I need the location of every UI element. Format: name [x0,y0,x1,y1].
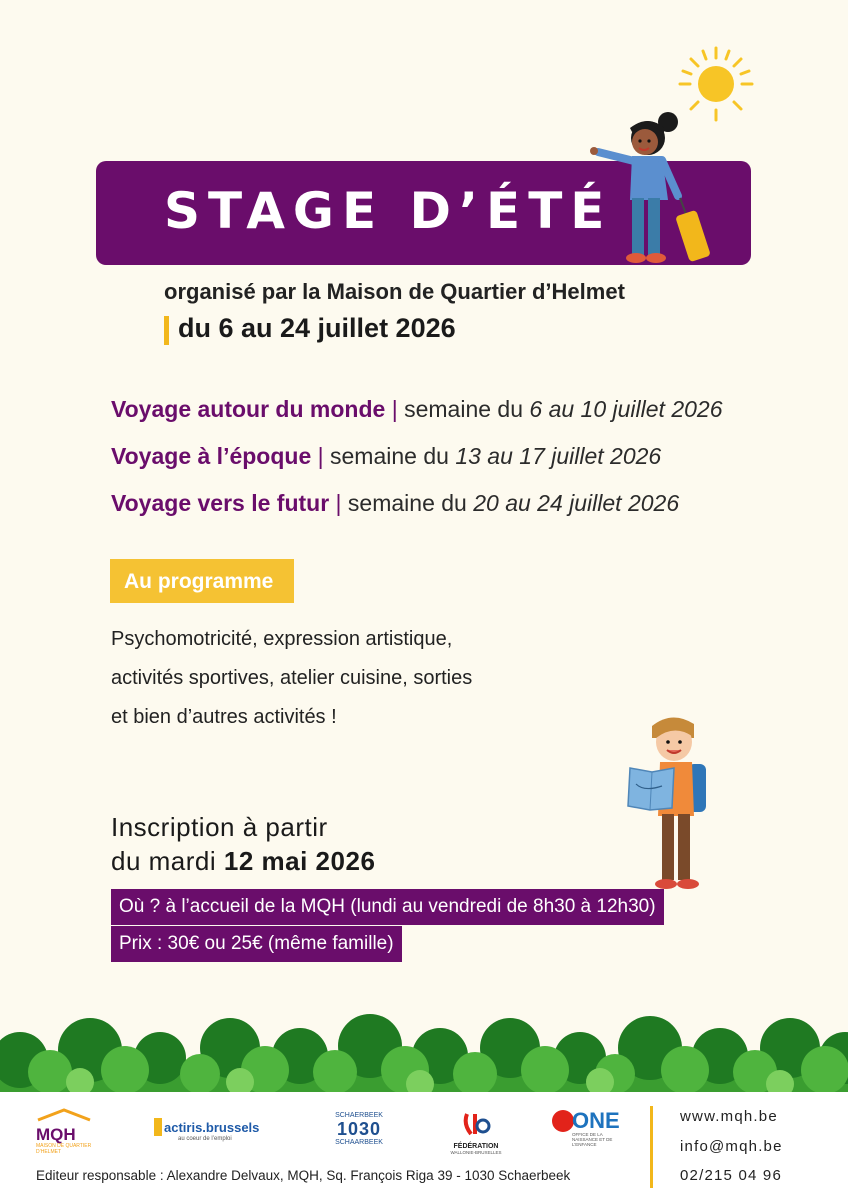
schaerbeek-logo-top: SCHAERBEEK [335,1112,383,1119]
week-prefix: semaine du [347,490,467,516]
page-title: STAGE D’ÉTÉ [164,182,613,240]
footer-separator [650,1106,653,1188]
week-separator: | [335,490,342,516]
girl-illustration [582,110,722,270]
contact-email[interactable]: info@mqh.be [680,1138,783,1155]
week-theme: Voyage autour du monde [111,396,386,422]
inscription-line: Inscription à partir [111,812,328,842]
contact-website[interactable]: www.mqh.be [680,1108,778,1125]
programme-heading: Au programme [110,559,294,603]
stage-dates: du 6 au 24 juillet 2026 [178,313,456,343]
actiris-mark-icon [154,1118,162,1136]
week-theme: Voyage à l’époque [111,443,312,469]
week-range: 13 au 17 juillet 2026 [455,443,662,469]
one-logo [552,1110,622,1147]
one-circle-icon [552,1110,574,1132]
mqh-logo-name: MQH [36,1125,76,1144]
inscription-date-value: 12 mai 2026 [223,846,376,876]
programme-line: activités sportives, atelier cuisine, sorties [111,667,473,689]
week-range: 20 au 24 juillet 2026 [473,490,680,516]
actiris-logo-name: actiris.brussels [164,1119,260,1135]
schaerbeek-logo [330,1112,388,1146]
federation-logo [446,1110,506,1155]
actiris-logo [154,1118,266,1150]
actiris-logo-sub: au coeur de l’emploi [178,1136,232,1142]
week-item [111,443,661,470]
mqh-roof-icon [36,1108,92,1122]
contact-phone[interactable]: 02/215 04 96 [680,1167,782,1184]
week-prefix: semaine du [330,443,449,469]
price-bar: Prix : 30€ ou 25€ (même famille) [111,926,402,962]
federation-logo-sub: WALLONIE-BRUXELLES [450,1150,502,1155]
federation-mark-icon [461,1110,491,1138]
bushes-illustration [0,1010,848,1092]
federation-logo-name: FÉDÉRATION [453,1143,499,1150]
mqh-logo [36,1108,96,1156]
schaerbeek-logo-bottom: SCHAARBEEK [335,1139,383,1146]
editor-line: Editeur responsable : Alexandre Delvaux, MQH, Sq. François Riga 39 - 1030 Schaerbeek [36,1168,571,1183]
programme-line: Psychomotricité, expression artistique, [111,628,453,650]
one-logo-sub: OFFICE DE LA NAISSANCE ET DE L’ENFANCE [572,1132,613,1147]
inscription-date [111,846,375,877]
one-logo-name: ONE [572,1108,620,1133]
week-item [111,396,723,423]
week-separator: | [391,396,398,422]
week-theme: Voyage vers le futur [111,490,330,516]
inscription-prefix: du mardi [111,846,217,876]
dates-accent-bar [164,316,169,345]
boy-illustration [622,712,722,894]
week-separator: | [317,443,324,469]
week-item [111,490,679,517]
week-range: 6 au 10 juillet 2026 [529,396,723,422]
schaerbeek-logo-num: 1030 [336,1119,382,1139]
week-prefix: semaine du [404,396,524,422]
programme-line: et bien d’autres activités ! [111,706,337,728]
organiser-text: organisé par la Maison de Quartier d’Helmet [164,279,625,304]
location-bar: Où ? à l’accueil de la MQH (lundi au vendredi de 8h30 à 12h30) [111,889,664,925]
mqh-logo-sub: MAISON DE QUARTIER D’HELMET [36,1143,92,1155]
